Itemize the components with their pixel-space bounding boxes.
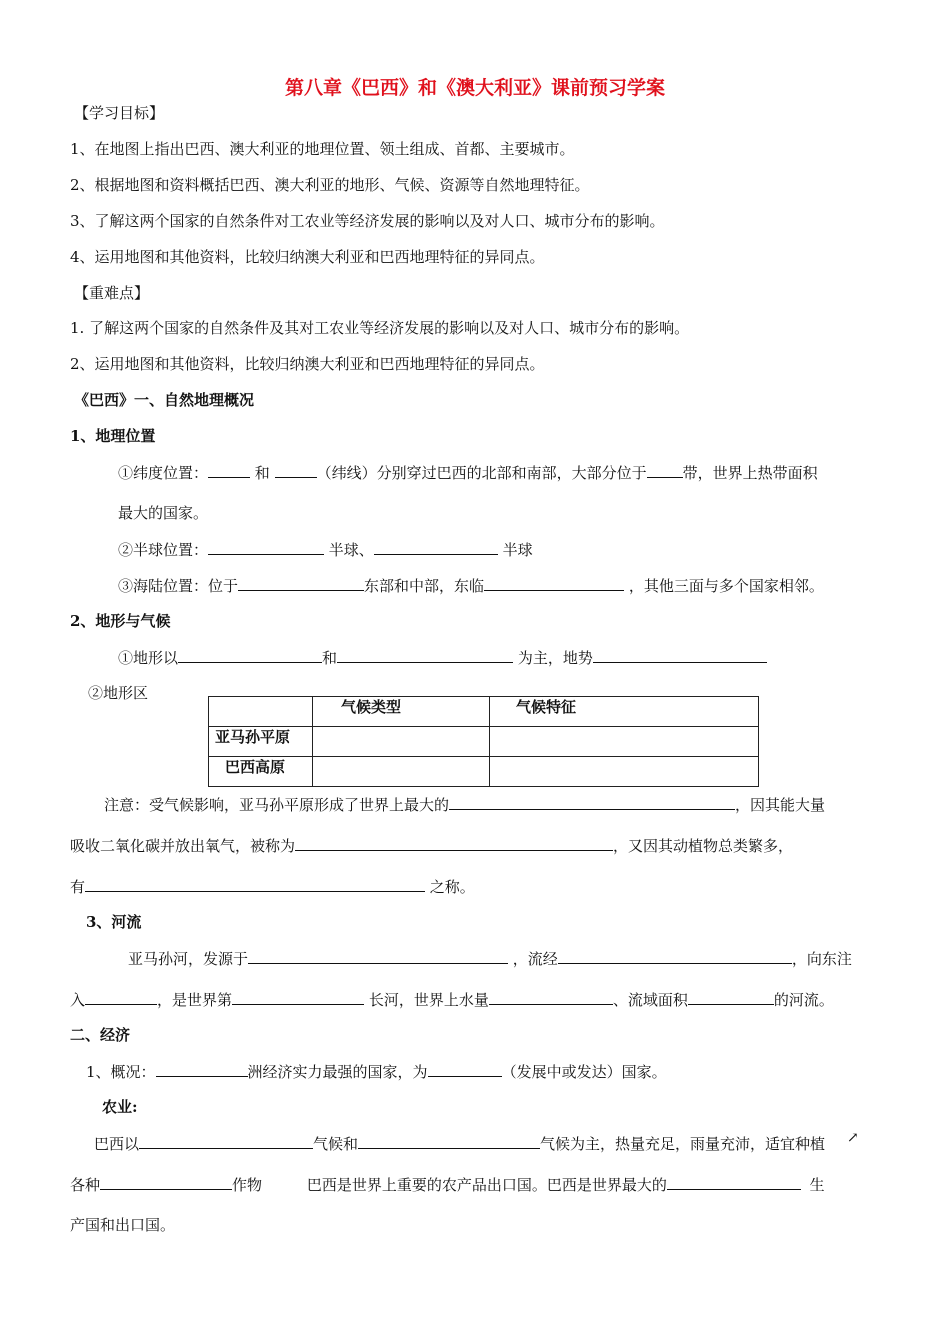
blank-field[interactable] <box>667 1174 801 1190</box>
river-line: 亚马孙河，发源于 ，流经 ，向东注 <box>128 950 852 968</box>
agriculture-line: 巴西以 气候和 气候为主，热量充足，雨量充沛，适宜种植 <box>94 1135 826 1153</box>
terrain-region-label: ②地形区 <box>88 684 149 702</box>
table-header-cell: 气候特征 <box>490 697 759 727</box>
brazil-section-title: 《巴西》一、自然地理概况 <box>74 391 255 409</box>
blank-field[interactable] <box>208 462 250 478</box>
objective-item: 4、运用地图和其他资料，比较归纳澳大利亚和巴西地理特征的异同点。 <box>70 248 545 266</box>
blank-field[interactable] <box>295 835 613 851</box>
economy-overview-line: 1、概况： 洲经济实力最强的国家，为 （发展中或发达）国家。 <box>86 1063 667 1081</box>
note-line: 吸收二氧化碳并放出氧气，被称为 ，又因其动植物总类繁多， <box>70 837 794 855</box>
key-point-item: 1. 了解这两个国家的自然条件及其对工农业等经济发展的影响以及对人口、城市分布的影响。 <box>70 319 690 337</box>
hemisphere-line: ②半球位置： 半球、 半球 <box>118 541 533 559</box>
table-row-label: 巴西高原 <box>209 757 313 787</box>
agriculture-heading: 农业: <box>102 1098 138 1116</box>
blank-field[interactable] <box>484 575 624 591</box>
agriculture-line: 各种 作物 巴西是世界上重要的农产品出口国。巴西是世界最大的 生 <box>70 1176 825 1194</box>
blank-field[interactable] <box>100 1174 232 1190</box>
blank-field[interactable] <box>275 462 317 478</box>
blank-field[interactable] <box>85 989 157 1005</box>
table-row-label: 亚马孙平原 <box>209 727 313 757</box>
table-row <box>209 757 759 787</box>
latitude-line-cont: 最大的国家。 <box>118 504 209 522</box>
sea-land-line: ③海陆位置：位于 东部和中部，东临 ，其他三面与多个国家相邻。 <box>118 577 824 595</box>
table-header-cell: 气候类型 <box>313 697 490 727</box>
page-title: 第八章《巴西》和《澳大利亚》课前预习学案 <box>284 77 665 99</box>
table-cell[interactable] <box>313 757 490 787</box>
blank-field[interactable] <box>374 539 498 555</box>
blank-field[interactable] <box>558 948 792 964</box>
agriculture-line-cont: 产国和出口国。 <box>70 1216 176 1234</box>
terrain-heading: 2、地形与气候 <box>70 612 171 630</box>
table-cell[interactable] <box>490 727 759 757</box>
table-cell[interactable] <box>313 727 490 757</box>
objective-item: 3、了解这两个国家的自然条件对工农业等经济发展的影响以及对人口、城市分布的影响。 <box>70 212 665 230</box>
cursor-arrow-icon: ↗ <box>847 1130 859 1146</box>
blank-field[interactable] <box>248 948 508 964</box>
key-point-item: 2、运用地图和其他资料，比较归纳澳大利亚和巴西地理特征的异同点。 <box>70 355 545 373</box>
blank-field[interactable] <box>647 462 683 478</box>
blank-field[interactable] <box>208 539 324 555</box>
table-row <box>209 727 759 757</box>
blank-field[interactable] <box>139 1133 313 1149</box>
note-line: 注意：受气候影响，亚马孙平原形成了世界上最大的 ，因其能大量 <box>104 796 826 814</box>
latitude-line: ①纬度位置： 和 （纬线）分别穿过巴西的北部和南部，大部分位于 带，世界上热带面积 <box>118 464 818 482</box>
location-heading: 1、地理位置 <box>70 427 156 445</box>
blank-field[interactable] <box>688 989 774 1005</box>
river-heading: 3、河流 <box>86 913 142 931</box>
climate-table <box>208 696 759 787</box>
table-header-cell <box>209 697 313 727</box>
economy-section-title: 二、经济 <box>70 1026 131 1044</box>
blank-field[interactable] <box>489 989 613 1005</box>
blank-field[interactable] <box>449 794 735 810</box>
note-line: 有 之称。 <box>70 878 475 896</box>
terrain-line: ①地形以 和 为主，地势 <box>118 647 767 668</box>
blank-field[interactable] <box>428 1061 502 1077</box>
blank-field[interactable] <box>593 647 767 663</box>
table-header-row <box>209 697 759 727</box>
table-cell[interactable] <box>490 757 759 787</box>
objectives-header: 【学习目标】 <box>74 104 165 122</box>
blank-field[interactable] <box>358 1133 540 1149</box>
blank-field[interactable] <box>232 989 364 1005</box>
blank-field[interactable] <box>337 647 513 663</box>
blank-field[interactable] <box>85 876 425 892</box>
objective-item: 1、在地图上指出巴西、澳大利亚的地理位置、领土组成、首都、主要城市。 <box>70 140 575 158</box>
objective-item: 2、根据地图和资料概括巴西、澳大利亚的地形、气候、资源等自然地理特征。 <box>70 176 590 194</box>
blank-field[interactable] <box>178 647 322 663</box>
blank-field[interactable] <box>238 575 364 591</box>
key-points-header: 【重难点】 <box>74 284 150 302</box>
blank-field[interactable] <box>156 1061 248 1077</box>
river-line: 入 ，是世界第 长河，世界上水量 、流域面积 的河流。 <box>70 991 834 1009</box>
